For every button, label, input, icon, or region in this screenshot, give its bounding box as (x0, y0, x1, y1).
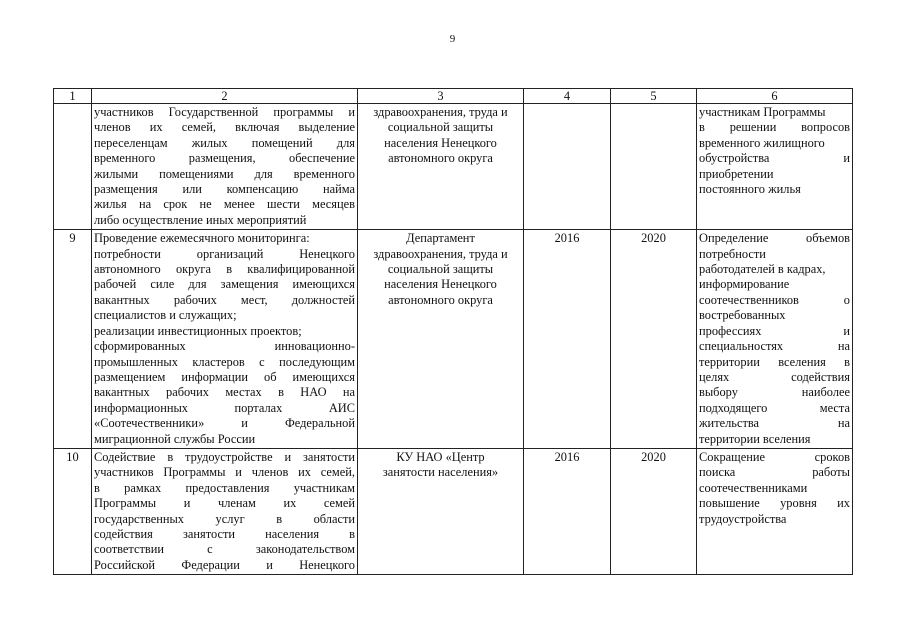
result-line: обустройства и (699, 151, 850, 166)
description-line: Проведение ежемесячного мониторинга: (94, 231, 310, 246)
description-line: участников Программы и членов их семей, (94, 465, 355, 480)
start-year: 2016 (524, 230, 611, 449)
result-line: поиска работы (699, 465, 850, 480)
description-line: миграционной службы России (94, 431, 256, 446)
expected-result (697, 230, 853, 449)
description-line: размещением информации об имеющихся (94, 369, 355, 384)
end-year: 2020 (611, 448, 697, 574)
description-line: специалистов и служащих; (94, 308, 237, 323)
description-line: государственных услуг в области (94, 511, 355, 526)
result-line: соотечественников о (699, 292, 850, 307)
description-line: Российской Федерации и Ненецкого (94, 557, 355, 572)
header-cell-4: 4 (524, 89, 611, 104)
program-table (53, 88, 853, 575)
header-cell-1: 1 (54, 89, 92, 104)
header-cell-3: 3 (358, 89, 524, 104)
measure-description (92, 104, 358, 230)
table-row (54, 104, 853, 230)
result-line: территории вселения в (699, 354, 850, 369)
description-line: Содействие в трудоустройстве и занятости (94, 449, 355, 464)
expected-result (697, 448, 853, 574)
description-line: вакантных рабочих местах в НАО на (94, 385, 355, 400)
result-line: востребованных (699, 308, 786, 323)
result-line: постоянного жилья (699, 182, 801, 197)
table-row (54, 448, 853, 574)
result-line: временного жилищного (699, 135, 825, 150)
result-line: профессиях и (699, 323, 850, 338)
description-line: участников Государственной программы и (94, 105, 355, 119)
description-line: содействия занятости населения в (94, 526, 355, 541)
description-line: жилья на срок не менее шести месяцев (94, 197, 355, 212)
table-header-row (54, 89, 853, 104)
end-year: 2020 (611, 230, 697, 449)
result-line: повышение уровня их (699, 496, 850, 511)
executor (358, 448, 524, 574)
description-line: в рамках предоставления участникам (94, 480, 355, 495)
result-line: соотечественниками (699, 480, 808, 495)
description-line: информационных порталах АИС (94, 400, 355, 415)
header-cell-2: 2 (92, 89, 358, 104)
result-line: специальностях на (699, 339, 850, 354)
page-number: 9 (449, 33, 456, 45)
result-line: трудоустройства (699, 511, 787, 526)
row-number (54, 104, 92, 230)
description-line: временного размещения, обеспечение (94, 151, 355, 166)
description-line: автономного округа в квалифицированной (94, 262, 355, 277)
description-line: либо осуществление иных мероприятий (94, 212, 307, 227)
header-cell-5: 5 (611, 89, 697, 104)
executor-line: автономного округа (388, 292, 493, 307)
executor-line: занятости населения» (382, 465, 499, 480)
table-row (54, 230, 853, 449)
result-line: территории вселения (699, 431, 811, 446)
row-number: 9 (54, 230, 92, 449)
description-line: членов их семей, включая выделение (94, 120, 355, 135)
start-year: 2016 (524, 448, 611, 574)
executor (358, 230, 524, 449)
header-cell-6: 6 (697, 89, 853, 104)
description-line: размещения или компенсацию найма (94, 182, 355, 197)
result-line: Определение объемов (699, 231, 850, 246)
result-line: в решении вопросов (699, 120, 850, 135)
result-line: информирование (699, 277, 790, 292)
description-line: рабочей силе для замещения имеющихся (94, 277, 355, 292)
executor-line: здравоохранения, труда и (373, 105, 508, 119)
measure-description (92, 448, 358, 574)
description-line: реализации инвестиционных проектов; (94, 323, 302, 338)
description-line: промышленных кластеров с последующим (94, 354, 355, 369)
executor-line: КУ НАО «Центр (396, 449, 485, 464)
result-line: подходящего места (699, 400, 850, 415)
executor-line: автономного округа (388, 151, 493, 166)
expected-result (697, 104, 853, 230)
executor-line: Департамент (406, 231, 475, 246)
executor-line: социальной защиты (387, 262, 494, 277)
executor-line: социальной защиты (387, 120, 494, 135)
start-year (524, 104, 611, 230)
executor-line: населения Ненецкого (384, 277, 497, 292)
description-line: «Соотечественники» и Федеральной (94, 416, 355, 431)
description-line: сформированных инновационно- (94, 339, 355, 354)
result-line: приобретении (699, 166, 774, 181)
description-line: переселенцам жилых помещений для (94, 135, 355, 150)
executor-line: населения Ненецкого (384, 135, 497, 150)
description-line: Программы и членам их семей (94, 496, 355, 511)
description-line: потребности организаций Ненецкого (94, 246, 355, 261)
executor (358, 104, 524, 230)
result-line: работодателей в кадрах, (699, 262, 826, 277)
description-line: жилыми помещениями для временного (94, 166, 355, 181)
description-line: соответствии с законодательством (94, 542, 355, 557)
row-number: 10 (54, 448, 92, 574)
result-line: выбору наиболее (699, 385, 850, 400)
description-line: вакантных рабочих мест, должностей (94, 292, 355, 307)
measure-description (92, 230, 358, 449)
result-line: потребности (699, 246, 766, 261)
executor-line: здравоохранения, труда и (373, 246, 508, 261)
result-line: целях содействия (699, 369, 850, 384)
result-line: Сокращение сроков (699, 449, 850, 464)
result-line: участникам Программы (699, 105, 826, 119)
result-line: жительства на (699, 416, 850, 431)
end-year (611, 104, 697, 230)
